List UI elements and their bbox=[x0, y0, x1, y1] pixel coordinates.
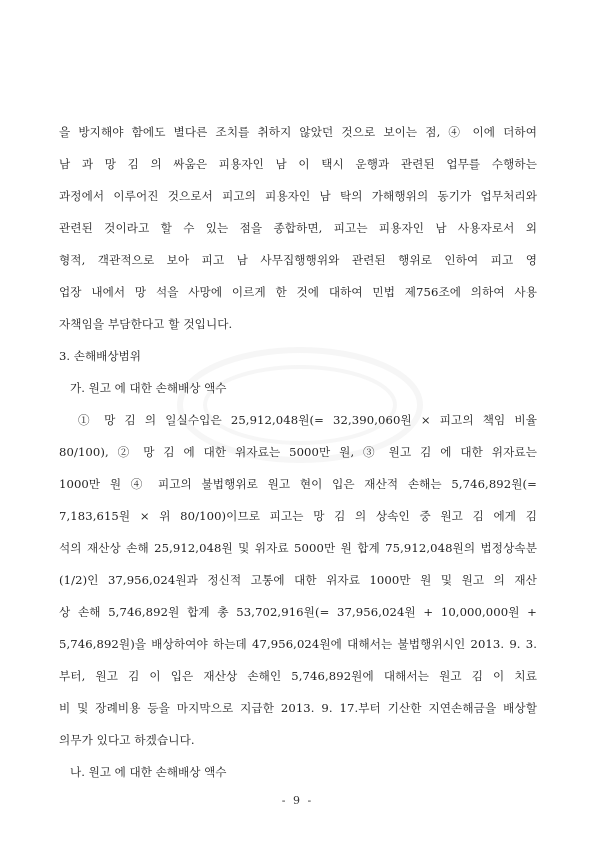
paragraph-line: (1/2)인 37,956,024원과 정신적 고통에 대한 위자료 1000만 원 및 원고 의 재산 bbox=[59, 573, 537, 587]
paragraph-line: ① 망 김 의 일실수입은 25,912,048원(= 32,390,060원 × 피고의 책임 비율 bbox=[78, 413, 537, 427]
paragraph-line: 관련된 것이라고 할 수 있는 점을 종합하면, 피고는 피용자인 남 사용자로서 외 bbox=[59, 221, 537, 235]
paragraph-line: 부터, 원고 김 이 입은 재산상 손해인 5,746,892원에 대해서는 원고 김 이 치료 bbox=[59, 669, 537, 683]
paragraph-line: 1000만 원 ④ 피고의 불법행위로 원고 현이 입은 재산적 손해는 5,746,892원(= bbox=[59, 477, 537, 491]
paragraph-line: 남 과 망 김 의 싸움은 피용자인 남 이 택시 운행과 관련된 업무를 수행하는 bbox=[59, 157, 537, 171]
paragraph-line: 과정에서 이루어진 것으로서 피고의 피용자인 남 탁의 가해행위의 동기가 업무처리와 bbox=[59, 189, 537, 203]
paragraph-line: 석의 재산상 손해 25,912,048원 및 위자료 5000만 원 합계 75,912,048원의 법정상속분 bbox=[59, 541, 537, 555]
paragraph-line: 비 및 장례비용 등을 마지막으로 지급한 2013. 9. 17.부터 기산한 지연손해금을 배상할 bbox=[59, 701, 537, 715]
paragraph-line: 7,183,615원 × 위 80/100)이므로 피고는 망 김 의 상속인 중 원고 김 에게 김 bbox=[59, 509, 537, 523]
paragraph-line: 을 방지해야 함에도 별다른 조치를 취하지 않았던 것으로 보이는 점, ④ 이에 더하여 bbox=[59, 125, 537, 139]
subsection-heading-ga: 가. 원고 에 대한 손해배상 액수 bbox=[70, 381, 227, 395]
paragraph-line: 자책임을 부담한다고 할 것입니다. bbox=[59, 317, 233, 331]
paragraph-line: 형적, 객관적으로 보아 피고 남 사무집행행위와 관련된 행위로 인하여 피고 영 bbox=[59, 253, 537, 267]
paragraph-line: 5,746,892원)을 배상하여야 하는데 47,956,024원에 대해서는 불법행위시인 2013. 9. 3. bbox=[59, 637, 537, 651]
page-number: - 9 - bbox=[281, 794, 314, 807]
subsection-heading-na: 나. 원고 에 대한 손해배상 액수 bbox=[70, 765, 227, 779]
paragraph-line: 상 손해 5,746,892원 합계 총 53,702,916원(= 37,956,024원 + 10,000,000원 + bbox=[59, 605, 537, 619]
paragraph-line: 의무가 있다고 하겠습니다. bbox=[59, 733, 195, 747]
paragraph-line: 업장 내에서 망 석을 사망에 이르게 한 것에 대하여 민법 제756조에 의하여 사용 bbox=[59, 285, 537, 299]
paragraph-line: 80/100), ② 망 김 에 대한 위자료는 5000만 원, ③ 원고 김 에 대한 위자료는 bbox=[59, 445, 537, 459]
section-heading-3: 3. 손해배상범위 bbox=[59, 349, 141, 363]
